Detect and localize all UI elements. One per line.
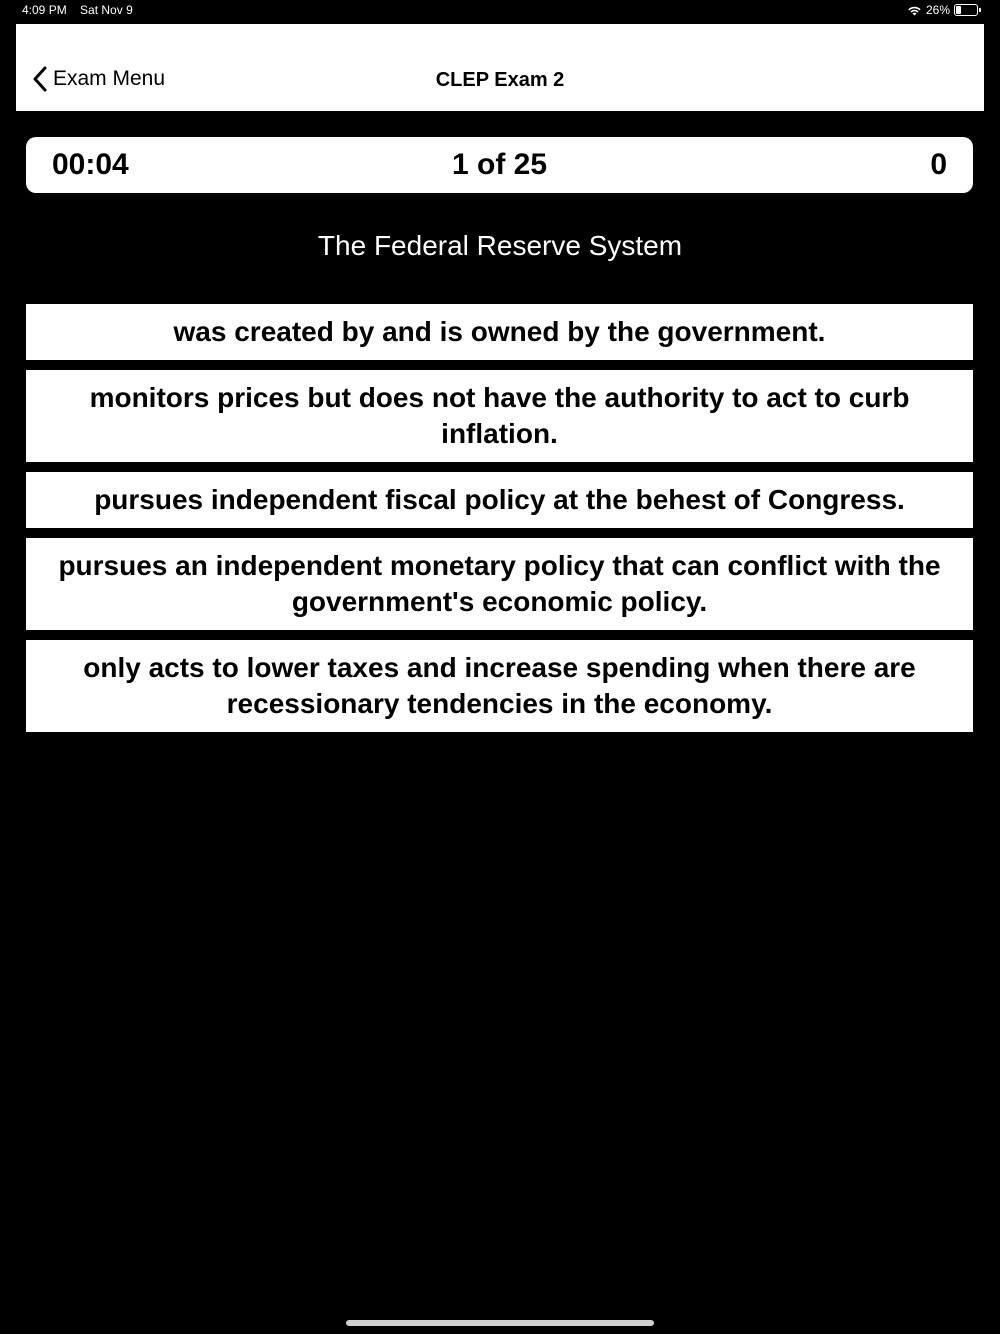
battery-percent: 26% <box>925 3 950 17</box>
score: 0 <box>930 148 947 181</box>
exam-info-bar <box>26 137 973 193</box>
answer-option-2[interactable]: monitors prices but does not have the authority to act to curb inflation. <box>26 370 973 462</box>
battery-fill <box>956 6 961 14</box>
status-left <box>22 3 143 17</box>
answer-option-3[interactable]: pursues independent fiscal policy at the behest of Congress. <box>26 472 973 528</box>
answer-option-1[interactable]: was created by and is owned by the government. <box>26 304 973 360</box>
question-text: The Federal Reserve System <box>317 230 683 261</box>
battery-icon <box>954 4 978 16</box>
timer: 00:04 <box>52 148 129 181</box>
home-indicator[interactable] <box>346 1320 654 1326</box>
status-time: 4:09 PM <box>22 3 67 17</box>
status-date: Sat Nov 9 <box>80 3 133 17</box>
answer-list <box>26 304 973 742</box>
answer-option-4[interactable]: pursues an independent monetary policy that can conflict with the government's economic policy. <box>26 538 973 630</box>
nav-bar <box>16 24 984 111</box>
back-button-label: Exam Menu <box>53 67 166 90</box>
status-right <box>907 3 978 17</box>
nav-title: CLEP Exam 2 <box>435 69 565 91</box>
status-bar <box>0 0 1000 22</box>
wifi-icon <box>907 5 922 16</box>
answer-option-5[interactable]: only acts to lower taxes and increase spending when there are recessionary tendencies in the economy. <box>26 640 973 732</box>
question-progress: 1 of 25 <box>451 148 548 181</box>
